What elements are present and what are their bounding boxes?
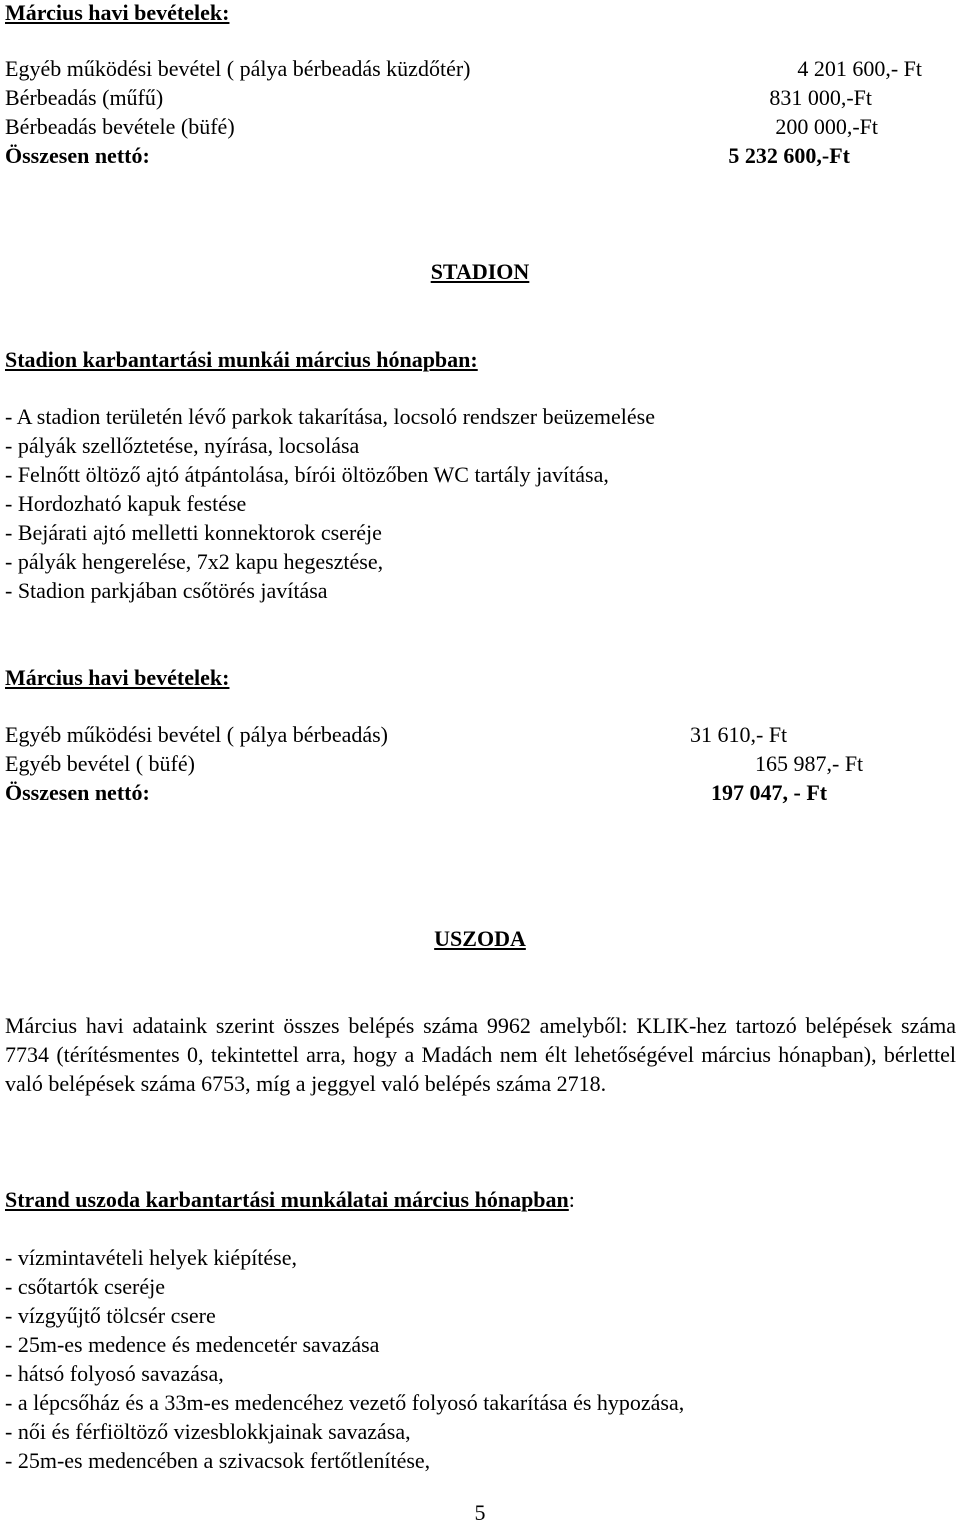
section1-row-label: Bérbeadás bevétele (büfé)	[5, 114, 235, 139]
uszoda-maintenance-heading-line	[5, 1187, 575, 1213]
uszoda-maintenance-item: - csőtartók cseréje	[5, 1274, 166, 1299]
stadion-maintenance-item: - pályák hengerelése, 7x2 kapu hegesztése,	[5, 549, 384, 574]
stadion-maintenance-item: - Hordozható kapuk festése	[5, 491, 247, 516]
stadion-maintenance-item: - pályák szellőztetése, nyírása, locsolása	[5, 433, 360, 458]
section1-total-amount: 5 232 600,-Ft	[728, 143, 850, 168]
stadion-income-label: Egyéb működési bevétel ( pálya bérbeadás)	[5, 722, 389, 747]
uszoda-maintenance-heading-colon: :	[568, 1187, 575, 1212]
section1-row-label: Bérbeadás (műfű)	[5, 85, 164, 110]
stadion-maintenance-item: - Felnőtt öltöző ajtó átpántolása, bírói öltözőben WC tartály javítása,	[5, 462, 609, 487]
stadion-maintenance-item: - A stadion területén lévő parkok takarítása, locsoló rendszer beüzemelése	[5, 404, 655, 429]
stadion-maintenance-item: - Stadion parkjában csőtörés javítása	[5, 578, 328, 603]
section1-total-label: Összesen nettó:	[5, 143, 150, 168]
uszoda-maintenance-item: - vízgyűjtő tölcsér csere	[5, 1303, 216, 1328]
uszoda-maintenance-item: - hátsó folyosó savazása,	[5, 1361, 224, 1386]
uszoda-maintenance-heading: Strand uszoda karbantartási munkálatai március hónapban	[5, 1187, 569, 1212]
page-number: 5	[474, 1500, 486, 1525]
stadion-income-amount: 165 987,- Ft	[755, 751, 864, 776]
stadion-income-label: Egyéb bevétel ( büfé)	[5, 751, 195, 776]
stadion-income-heading: Március havi bevételek:	[5, 665, 230, 690]
section1-row-amount: 200 000,-Ft	[775, 114, 878, 139]
stadion-title: STADION	[430, 259, 530, 284]
section1-row-amount: 4 201 600,- Ft	[797, 56, 922, 81]
section1-heading: Március havi bevételek:	[5, 0, 230, 25]
uszoda-paragraph: Március havi adataink szerint összes belépés száma 9962 amelyből: KLIK-hez tartozó belépések száma 7734 (térítésmentes 0, tekintettel arra, hogy a Madách nem élt lehetőségével március hónapban), bérlettel való belépések száma 6753, míg a jeggyel való belépés száma 2718.	[5, 1013, 956, 1096]
section1-row-label: Egyéb működési bevétel ( pálya bérbeadás küzdőtér)	[5, 56, 471, 81]
uszoda-maintenance-item: - 25m-es medencében a szivacsok fertőtlenítése,	[5, 1448, 431, 1473]
stadion-total-label: Összesen nettó:	[5, 780, 150, 805]
uszoda-maintenance-item: - 25m-es medence és medencetér savazása	[5, 1332, 380, 1357]
stadion-maintenance-heading: Stadion karbantartási munkái március hónapban:	[5, 347, 478, 372]
uszoda-maintenance-item: - vízmintavételi helyek kiépítése,	[5, 1245, 298, 1270]
uszoda-maintenance-item: - női és férfiöltöző vizesblokkjainak savazása,	[5, 1419, 411, 1444]
stadion-income-amount: 31 610,- Ft	[690, 722, 788, 747]
section1-row-amount: 831 000,-Ft	[769, 85, 872, 110]
uszoda-maintenance-item: - a lépcsőház és a 33m-es medencéhez vezető folyosó takarítása és hypozása,	[5, 1390, 685, 1415]
uszoda-title: USZODA	[434, 926, 526, 951]
stadion-total-amount: 197 047, - Ft	[711, 780, 828, 805]
stadion-maintenance-item: - Bejárati ajtó melletti konnektorok cseréje	[5, 520, 382, 545]
